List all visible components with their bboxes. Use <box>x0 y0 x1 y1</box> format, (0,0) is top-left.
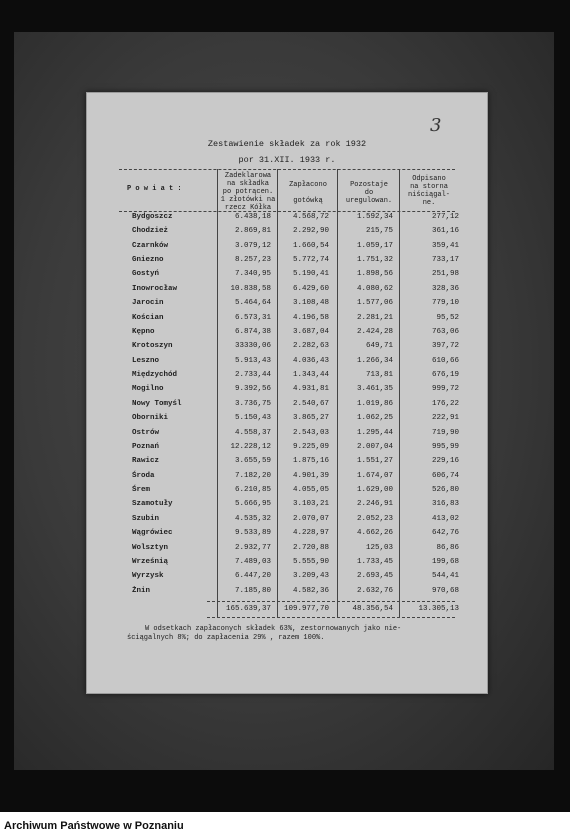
remaining-value: 713,81 <box>365 371 393 380</box>
remaining-value: 1.551,27 <box>356 457 393 466</box>
table-bottom-rule <box>207 617 455 618</box>
written-off-value: 95,52 <box>436 313 459 322</box>
paid-value: 4.568,72 <box>292 213 329 221</box>
table-row <box>87 242 487 256</box>
header-written-off: Odpisano na storna niściągal- ne. <box>407 175 450 207</box>
district-name: Środa <box>132 471 155 480</box>
declared-value: 7.185,80 <box>234 586 271 595</box>
paid-value: 3.108,48 <box>292 299 329 308</box>
total-declared: 165.639,37 <box>225 605 271 613</box>
district-name: Poznań <box>132 442 160 451</box>
remaining-value: 1.019,86 <box>356 399 393 408</box>
paid-value: 4.196,58 <box>292 313 329 322</box>
declared-value: 6.447,20 <box>234 572 271 581</box>
district-name: Leszno <box>132 356 160 365</box>
remaining-value: 2.424,28 <box>356 327 393 336</box>
table-row <box>87 529 487 543</box>
remaining-value: 1.266,34 <box>356 356 393 365</box>
remaining-value: 1.733,45 <box>356 557 393 566</box>
district-name: Nowy Tomyśl <box>132 399 182 408</box>
paid-value: 3.865,27 <box>292 414 329 423</box>
district-name: Rawicz <box>132 457 160 466</box>
written-off-value: 316,83 <box>431 500 459 509</box>
written-off-value: 719,90 <box>431 428 459 437</box>
declared-value: 4.535,32 <box>234 514 271 523</box>
written-off-value: 610,66 <box>431 356 459 365</box>
remaining-value: 215,75 <box>365 227 393 236</box>
declared-value: 5.913,43 <box>234 356 271 365</box>
declared-value: 9.533,89 <box>234 529 271 538</box>
district-name: Śrem <box>132 486 151 495</box>
district-name: Ostrów <box>132 428 160 437</box>
written-off-value: 328,36 <box>431 284 459 293</box>
written-off-value: 995,99 <box>431 442 459 451</box>
table-row <box>87 558 487 572</box>
paid-value: 4.582,36 <box>292 586 329 595</box>
remaining-value: 2.246,91 <box>356 500 393 509</box>
header-remaining: Pozostaje do uregulowan. <box>345 181 393 205</box>
district-name: Gniezno <box>132 256 164 265</box>
declared-value: 12.228,12 <box>230 442 271 451</box>
written-off-value: 763,06 <box>431 327 459 336</box>
header-bottom-rule <box>119 211 455 212</box>
written-off-value: 733,17 <box>431 256 459 265</box>
paid-value: 2.070,07 <box>292 514 329 523</box>
declared-value: 8.257,23 <box>234 256 271 265</box>
district-name: Wągrówiec <box>132 529 173 538</box>
table-row <box>87 213 487 227</box>
remaining-value: 3.461,35 <box>356 385 393 394</box>
declared-value: 6.210,85 <box>234 486 271 495</box>
remaining-value: 2.052,23 <box>356 514 393 523</box>
paid-value: 9.225,09 <box>292 442 329 451</box>
district-name: Szamotuły <box>132 500 173 509</box>
declared-value: 10.838,58 <box>230 284 271 293</box>
table-row <box>87 486 487 500</box>
written-off-value: 361,16 <box>431 227 459 236</box>
summary-note-line2: ściągalnych 8%; do zapłacenia 29% , razem 100%. <box>127 634 325 642</box>
district-name: Wyrzysk <box>132 572 164 581</box>
declared-value: 2.869,81 <box>234 227 271 236</box>
remaining-value: 1.629,00 <box>356 486 393 495</box>
district-name: Mogilno <box>132 385 164 394</box>
document-sheet <box>86 92 488 694</box>
paid-value: 4.901,39 <box>292 471 329 480</box>
paid-value: 2.292,90 <box>292 227 329 236</box>
table-row <box>87 500 487 514</box>
written-off-value: 676,19 <box>431 371 459 380</box>
paid-value: 2.720,88 <box>292 543 329 552</box>
table-row <box>87 572 487 586</box>
table-row <box>87 342 487 356</box>
remaining-value: 2.632,76 <box>356 586 393 595</box>
table-row <box>87 285 487 299</box>
declared-value: 6.874,38 <box>234 327 271 336</box>
district-name: Inowrocław <box>132 284 178 293</box>
table-row <box>87 587 487 601</box>
district-name: Czarnków <box>132 241 169 250</box>
totals-rule <box>207 601 455 602</box>
written-off-value: 544,41 <box>431 572 459 581</box>
remaining-value: 4.662,26 <box>356 529 393 538</box>
table-row <box>87 544 487 558</box>
remaining-value: 1.751,32 <box>356 256 393 265</box>
written-off-value: 251,98 <box>431 270 459 279</box>
table-row <box>87 357 487 371</box>
paid-value: 3.209,43 <box>292 572 329 581</box>
table-row <box>87 227 487 241</box>
declared-value: 5.150,43 <box>234 414 271 423</box>
written-off-value: 277,12 <box>431 213 459 221</box>
paid-value: 3.687,04 <box>292 327 329 336</box>
written-off-value: 413,02 <box>431 514 459 523</box>
remaining-value: 1.059,17 <box>356 241 393 250</box>
written-off-value: 970,68 <box>431 586 459 595</box>
remaining-value: 1.577,06 <box>356 299 393 308</box>
paid-value: 5.555,90 <box>292 557 329 566</box>
table-row <box>87 270 487 284</box>
written-off-value: 642,76 <box>431 529 459 538</box>
district-name: Międzychód <box>132 371 178 380</box>
declared-value: 4.558,37 <box>234 428 271 437</box>
remaining-value: 1.592,34 <box>356 213 393 221</box>
written-off-value: 229,16 <box>431 457 459 466</box>
paid-value: 5.772,74 <box>292 256 329 265</box>
written-off-value: 359,41 <box>431 241 459 250</box>
declared-value: 33330,06 <box>234 342 271 351</box>
paid-value: 2.282,63 <box>292 342 329 351</box>
archive-footer <box>0 812 570 840</box>
remaining-value: 125,03 <box>365 543 393 552</box>
remaining-value: 1.898,56 <box>356 270 393 279</box>
declared-value: 6.438,18 <box>234 213 271 221</box>
written-off-value: 779,10 <box>431 299 459 308</box>
table-row <box>87 385 487 399</box>
written-off-value: 86,86 <box>436 543 459 552</box>
declared-value: 3.736,75 <box>234 399 271 408</box>
table-row <box>87 371 487 385</box>
paid-value: 2.543,03 <box>292 428 329 437</box>
written-off-value: 222,91 <box>431 414 459 423</box>
declared-value: 2.733,44 <box>234 371 271 380</box>
table-row <box>87 256 487 270</box>
declared-value: 5.666,95 <box>234 500 271 509</box>
declared-value: 9.392,56 <box>234 385 271 394</box>
table-row <box>87 515 487 529</box>
district-name: Wolsztyn <box>132 543 169 552</box>
paid-value: 1.343,44 <box>292 371 329 380</box>
paid-value: 4.931,81 <box>292 385 329 394</box>
page-number: 3 <box>430 115 442 136</box>
remaining-value: 2.007,04 <box>356 442 393 451</box>
written-off-value: 199,68 <box>431 557 459 566</box>
paid-value: 5.190,41 <box>292 270 329 279</box>
district-name: Wrześnią <box>132 557 169 566</box>
remaining-value: 2.693,45 <box>356 572 393 581</box>
declared-value: 5.464,64 <box>234 299 271 308</box>
paid-value: 4.228,97 <box>292 529 329 538</box>
declared-value: 7.489,03 <box>234 557 271 566</box>
table-row <box>87 443 487 457</box>
header-paid-cash: Zapłacono gotówką <box>289 181 327 205</box>
total-paid: 109.977,70 <box>283 605 329 613</box>
table-row <box>87 314 487 328</box>
district-name: Szubin <box>132 514 160 523</box>
document-subtitle: por 31.XII. 1933 r. <box>238 155 336 165</box>
remaining-value: 1.674,07 <box>356 471 393 480</box>
remaining-value: 4.080,62 <box>356 284 393 293</box>
declared-value: 7.340,95 <box>234 270 271 279</box>
table-row <box>87 472 487 486</box>
table-top-rule <box>119 169 455 170</box>
district-name: Kępno <box>132 327 155 336</box>
remaining-value: 1.295,44 <box>356 428 393 437</box>
district-name: Oborniki <box>132 414 169 423</box>
paid-value: 1.875,16 <box>292 457 329 466</box>
written-off-value: 526,80 <box>431 486 459 495</box>
document-title: Zestawienie składek za rok 1932 <box>207 139 367 149</box>
declared-value: 3.079,12 <box>234 241 271 250</box>
table-row <box>87 414 487 428</box>
table-row <box>87 328 487 342</box>
remaining-value: 2.281,21 <box>356 313 393 322</box>
written-off-value: 397,72 <box>431 342 459 351</box>
written-off-value: 176,22 <box>431 399 459 408</box>
header-declared: Zadeklarowa na składka po potrącen. 1 złotówki na rzecz Kółka <box>220 172 276 212</box>
header-powiat: P o w i a t : <box>127 185 182 193</box>
summary-note-line1: W odsetkach zapłaconych składek 63%, zestornowanych jako nie- <box>145 625 402 633</box>
paid-value: 2.540,67 <box>292 399 329 408</box>
district-name: Żnin <box>132 586 151 595</box>
paid-value: 4.036,43 <box>292 356 329 365</box>
district-name: Jarocin <box>132 299 164 308</box>
paid-value: 6.429,60 <box>292 284 329 293</box>
declared-value: 2.932,77 <box>234 543 271 552</box>
paid-value: 1.660,54 <box>292 241 329 250</box>
district-name: Bydgoszcz <box>132 213 173 221</box>
district-name: Kościan <box>132 313 164 322</box>
district-name: Gostyń <box>132 270 160 279</box>
written-off-value: 999,72 <box>431 385 459 394</box>
total-written-off: 13.305,13 <box>418 605 459 613</box>
table-row <box>87 299 487 313</box>
district-name: Chodzież <box>132 227 169 236</box>
declared-value: 3.655,59 <box>234 457 271 466</box>
remaining-value: 1.062,25 <box>356 414 393 423</box>
declared-value: 7.182,20 <box>234 471 271 480</box>
table-row <box>87 429 487 443</box>
table-row <box>87 400 487 414</box>
archive-label: Archiwum Państwowe w Poznaniu <box>4 820 184 832</box>
declared-value: 6.573,31 <box>234 313 271 322</box>
remaining-value: 649,71 <box>365 342 393 351</box>
district-name: Krotoszyn <box>132 342 173 351</box>
total-remaining: 48.356,54 <box>352 605 393 613</box>
table-row <box>87 457 487 471</box>
written-off-value: 606,74 <box>431 471 459 480</box>
paid-value: 4.055,05 <box>292 486 329 495</box>
paid-value: 3.103,21 <box>292 500 329 509</box>
